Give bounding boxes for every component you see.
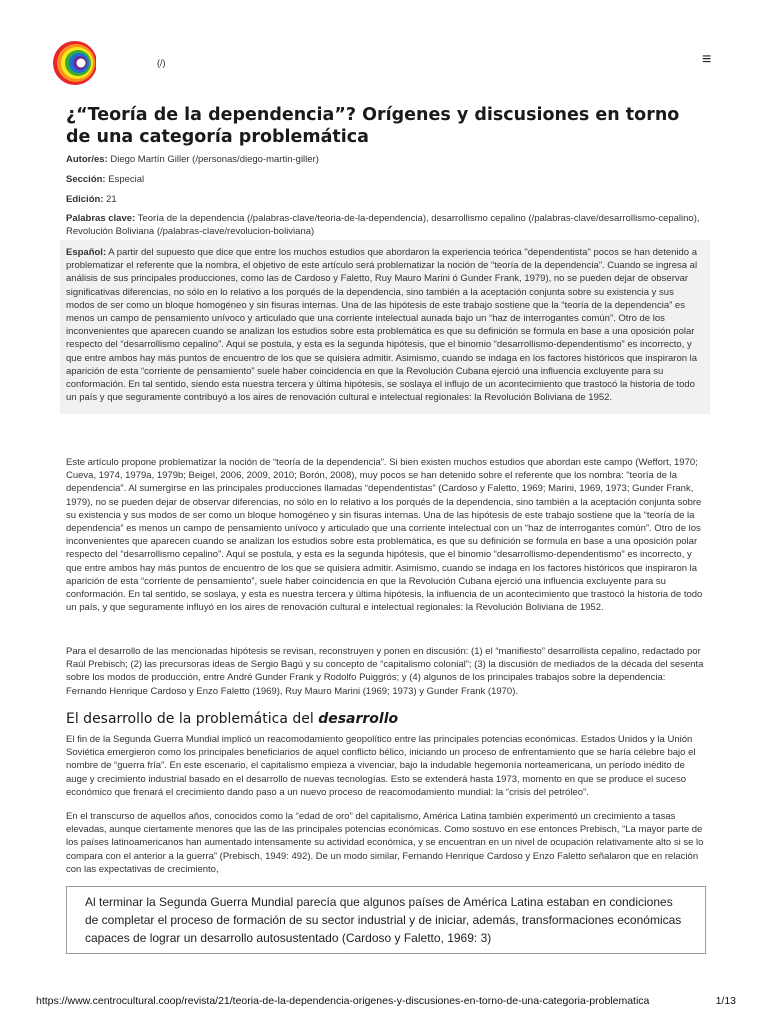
keywords-row (66, 212, 706, 238)
author-row (66, 153, 706, 166)
abstract-box (60, 240, 710, 414)
body-paragraph-2: Para el desarrollo de las mencionadas hipótesis se revisan, reconstruyen y ponen en discusión: (1) el “manifiesto” desarrollista cepalino, redactado por Raúl Prebisch; (2) las precursoras ideas de Sergio Bagú y su concepto de “capitalismo colonial”; (3) la discusión de mediados de la década del sesenta sobre los modos de producción, entre André Gunder Frank y Rodolfo Puiggrós; y (4) algunos de los principales trabajos sobre la dependencia: Fernando Henrique Cardoso y Enzo Faletto (1969), Ruy Mauro Marini (1969; 1973) y Gunder Frank (1970). (66, 646, 704, 697)
body-paragraph-1: Este artículo propone problematizar la noción de “teoría de la dependencia”. Si bien existen muchos estudios que abordan este campo (Weffort, 1970; Cueva, 1974, 1979a, 1979b; Beigel, 2006, 2009, 2010; Borón, 2008), muy pocos se han detenido sobre el referente que los nombra: “teoría de la dependencia”. Al sumergirse en las principales producciones llamadas “dependentistas” (Cardoso y Faletto, 1969; Marini, 1969, 1973; Gunder Frank, 1979), no se pueden dejar de observar diferencias, no sólo en lo relativo a los porqués de la dependencia, sino también a la aceptación conjunta sobre su existencia y sus modos de ser como un bloque homogéneo y sin fisuras internas. Una de las hipótesis de este trabajo sostiene que la “teoría de la dependencia” es menos un campo de pensamiento unívoco y articulado que una corriente intelectual con un “haz de interrogantes común”. Otro de los inconvenientes que aparecen cuando se analizan los estudios sobre esta problemática, es que su definición se formula en base a una oposición polar respecto del “desarrollismo cepalino”. Aquí se postula, y esta es la segunda hipótesis, que el binomio “desarrollismo-dependentismo” es incorrecto, y que entre ambos hay más puntos de encuentro de los que se quisiera admitir. Asimismo, cuando se indaga en los factores históricos que inspiraron la aparición de esta “corriente de pensamiento”, suele haber coincidencia en que la Revolución Cubana ejerció una influencia excluyente para su conformación. En tal sentido, se soslaya, y esta es nuestra tercera y última hipótesis, la influencia de un acontecimiento que trastocó la historia de todo un país, y que seguramente influyó en los aires de renovación cultural e intelectual regionales: la Revolución Boliviana de 1952. (66, 457, 703, 614)
keywords-label: Palabras clave: (66, 213, 136, 224)
section-value: Especial (108, 174, 145, 185)
article (66, 104, 706, 945)
section-heading-emphasis: desarrollo (318, 711, 399, 727)
body-paragraph-3: El fin de la Segunda Guerra Mundial implicó un reacomodamiento geopolítico entre las principales potencias económicas. Estados Unidos y la Unión Soviética emergieron como los principales beneficiarios de aquel conflicto bélico, iniciando un proceso de enfrentamiento que se haría célebre bajo el nombre de “guerra fría”. En este escenario, el capitalismo empieza a vivenciar, bajo la indudable hegemonía norteamericana, un período inédito de auge y crecimiento industrial basado en el desarrollo de nuevas tecnologías. Esto se extenderá hasta 1973, momento en que se produce el suceso económico que frenará el crecimiento dando paso a un nuevo proceso de reacomodamiento mundial: la “crisis del petróleo”. (66, 734, 696, 798)
section-heading-text: El desarrollo de la problemática del (66, 711, 319, 727)
body-paragraph-4: En el transcurso de aquellos años, conocidos como la “edad de oro” del capitalismo, América Latina también experimentó un crecimiento a tasas elevadas, aunque ciertamente menores que las de las principales potencias económicas. Como sostuvo en ese entonces Prebisch, “La mayor parte de los países latinoamericanos han aumentado intensamente su actividad económica, y se encuentran en un nivel de ocupación relativamente alto si se lo compara con el anterior a la guerra” (Prebisch, 1949: 492). De un modo similar, Fernando Henrique Cardoso y Enzo Faletto señalaron que en relación con las expectativas de crecimiento, (66, 811, 704, 875)
print-url: https://www.centrocultural.coop/revista/21/teoria-de-la-dependencia-origenes-y-discusiones-en-torno-de-una-categoria-problematica (36, 995, 650, 1007)
section-label: Sección: (66, 174, 106, 185)
abstract-text: A partir del supuesto que dice que entre los muchos estudios que abordaron la experiencia teórica "dependentista" pocos se han detenido a problematizar el referente que la nombra, el objetivo de este artículo será problematizar la noción de “teoría de la dependencia”. Cuando se ingresa al análisis de sus principales producciones, como las de Cardoso y Faletto, Ruy Mauro Marini ó Gunder Frank, 1979), no se pueden dejar de observar significativas diferencias, no sólo en lo relativo a los porqués de la dependencia, sino también a la aceptación conjunta sobre su existencia y sus modos de ser como un bloque homogéneo y sin fisuras internas. Una de las hipótesis de este trabajo sostiene que la “teoría de la dependencia” es menos un campo de pensamiento unívoco y articulado que una corriente intelectual aunada bajo un “haz de interrogantes común”. Otro de los inconvenientes que aparecen cuando se analizan los estudios sobre esta problemática es que su definición se formula en base a una oposición polar respecto del “desarrollismo cepalino”. Aquí se postula, y esta es la segunda hipótesis, que el binomio “desarrollismo-dependentismo” es incorrecto, y que entre ambos hay más puntos de encuentro de los que se quisiera admitir. Asimismo, cuando se indaga en los factores históricos que inspiraron la aparición de esta “corriente de pensamiento” suele haber coincidencia en que la Revolución Cubana ejerció una influencia excluyente para su conformación. En tal sentido, siendo esta nuestra tercera y última hipótesis, se soslaya el influjo de un acontecimiento que trastocó la historia de todo un país y que seguramente contribuyó a los aires de renovación cultural e intelectual regionales: la Revolución Boliviana de 1952. (66, 247, 698, 404)
edition-value: 21 (106, 194, 117, 205)
home-link[interactable]: (/) (157, 58, 166, 68)
author-label: Autor/es: (66, 154, 108, 165)
section-heading (66, 711, 706, 727)
edition-row (66, 193, 706, 206)
edition-label: Edición: (66, 194, 104, 205)
block-quote: Al terminar la Segunda Guerra Mundial parecía que algunos países de América Latina estaban en condiciones de completar el proceso de formación de su sector industrial y de iniciar, además, transformaciones económicas capaces de lograr un desarrollo autosustentado (Cardoso y Faletto, 1969: 3) (66, 886, 706, 954)
author-link[interactable]: Diego Martín Giller (/personas/diego-martin-giller) (110, 154, 319, 165)
keywords-links[interactable]: Teoría de la dependencia (/palabras-clave/teoria-de-la-dependencia), desarrollismo cepalino (/palabras-clave/desarrollismo-cepalino), Revolución Boliviana (/palabras-clave/revolucion-boliviana) (66, 213, 700, 237)
page-indicator: 1/13 (715, 995, 736, 1007)
hamburger-menu-icon[interactable]: ≡ (702, 51, 712, 68)
section-row (66, 173, 706, 186)
site-logo[interactable] (50, 38, 96, 88)
abstract-language-label: Español: (66, 247, 107, 258)
article-title: ¿“Teoría de la dependencia”? Orígenes y discusiones en torno de una categoría problemática (66, 105, 680, 147)
